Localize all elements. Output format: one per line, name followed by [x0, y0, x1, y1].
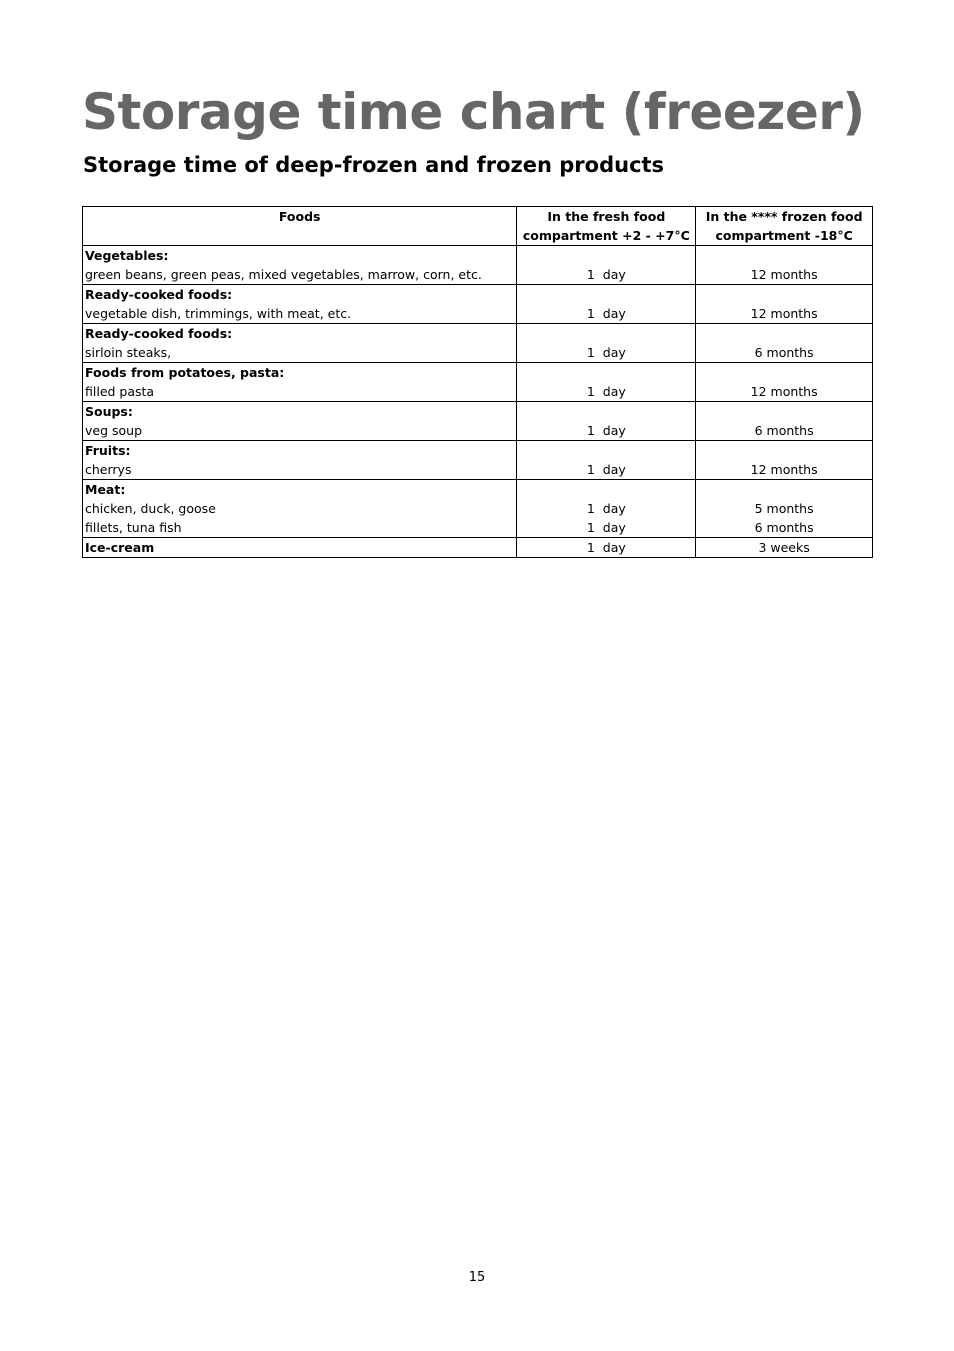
fresh-storage-time: 1 day — [586, 462, 626, 477]
frozen-storage-time: 12 months — [750, 306, 818, 321]
fresh-compartment-cell — [517, 285, 696, 324]
header-foods-label: Foods — [278, 209, 321, 224]
header-frozen-line1: In the **** frozen food — [705, 209, 863, 224]
food-cell — [83, 441, 517, 480]
frozen-storage-time: 12 months — [750, 384, 818, 399]
frozen-compartment-cell — [696, 480, 873, 538]
storage-time-table — [82, 206, 873, 558]
fresh-storage-time: 1 day — [586, 501, 626, 516]
food-category: Ready-cooked foods: — [85, 287, 233, 302]
table-row — [83, 538, 873, 558]
food-item: fillets, tuna fish — [85, 520, 182, 535]
food-category: Ice-cream — [85, 540, 155, 555]
header-fresh-line2: compartment +2 - +7°C — [522, 228, 690, 243]
header-fresh-compartment — [517, 207, 696, 246]
frozen-storage-time: 3 weeks — [758, 540, 810, 555]
food-item: green beans, green peas, mixed vegetables, marrow, corn, etc. — [85, 267, 482, 282]
fresh-storage-time: 1 day — [586, 345, 626, 360]
food-cell — [83, 538, 517, 558]
page-subtitle: Storage time of deep-frozen and frozen products — [83, 153, 665, 177]
frozen-compartment-cell — [696, 441, 873, 480]
fresh-storage-time: 1 day — [586, 306, 626, 321]
food-item: cherrys — [85, 462, 132, 477]
food-item: filled pasta — [85, 384, 155, 399]
fresh-storage-time: 1 day — [586, 540, 626, 555]
table-row — [83, 441, 873, 480]
fresh-compartment-cell — [517, 324, 696, 363]
page-title: Storage time chart (freezer) — [82, 83, 865, 141]
frozen-storage-time: 6 months — [754, 520, 814, 535]
food-category: Ready-cooked foods: — [85, 326, 233, 341]
fresh-storage-time: 1 day — [586, 423, 626, 438]
fresh-compartment-cell — [517, 246, 696, 285]
table-body — [83, 246, 873, 558]
frozen-compartment-cell — [696, 285, 873, 324]
food-cell — [83, 480, 517, 538]
frozen-storage-time: 12 months — [750, 462, 818, 477]
food-item: vegetable dish, trimmings, with meat, etc. — [85, 306, 352, 321]
food-category: Meat: — [85, 482, 126, 497]
food-category: Fruits: — [85, 443, 131, 458]
page-number: 15 — [468, 1270, 486, 1285]
header-fresh-line1: In the fresh food — [547, 209, 666, 224]
table-row — [83, 285, 873, 324]
frozen-compartment-cell — [696, 246, 873, 285]
frozen-storage-time: 5 months — [754, 501, 814, 516]
fresh-compartment-cell — [517, 402, 696, 441]
header-foods — [83, 207, 517, 246]
frozen-storage-time: 6 months — [754, 345, 814, 360]
food-cell — [83, 324, 517, 363]
table-row — [83, 324, 873, 363]
food-category: Vegetables: — [85, 248, 169, 263]
table-row — [83, 402, 873, 441]
fresh-compartment-cell — [517, 363, 696, 402]
fresh-storage-time: 1 day — [586, 520, 626, 535]
fresh-storage-time: 1 day — [586, 267, 626, 282]
food-category: Foods from potatoes, pasta: — [85, 365, 285, 380]
fresh-compartment-cell — [517, 538, 696, 558]
fresh-storage-time: 1 day — [586, 384, 626, 399]
fresh-compartment-cell — [517, 480, 696, 538]
header-frozen-line2: compartment -18°C — [715, 228, 853, 243]
table-header-row — [83, 207, 873, 246]
food-category: Soups: — [85, 404, 133, 419]
food-item: chicken, duck, goose — [85, 501, 216, 516]
frozen-compartment-cell — [696, 324, 873, 363]
food-cell — [83, 402, 517, 441]
header-frozen-compartment — [696, 207, 873, 246]
table-row — [83, 246, 873, 285]
table-row — [83, 363, 873, 402]
frozen-compartment-cell — [696, 363, 873, 402]
food-item: sirloin steaks, — [85, 345, 172, 360]
food-cell — [83, 363, 517, 402]
frozen-storage-time: 6 months — [754, 423, 814, 438]
food-cell — [83, 246, 517, 285]
frozen-storage-time: 12 months — [750, 267, 818, 282]
frozen-compartment-cell — [696, 402, 873, 441]
table-row — [83, 480, 873, 538]
fresh-compartment-cell — [517, 441, 696, 480]
frozen-compartment-cell — [696, 538, 873, 558]
food-item: veg soup — [85, 423, 143, 438]
food-cell — [83, 285, 517, 324]
